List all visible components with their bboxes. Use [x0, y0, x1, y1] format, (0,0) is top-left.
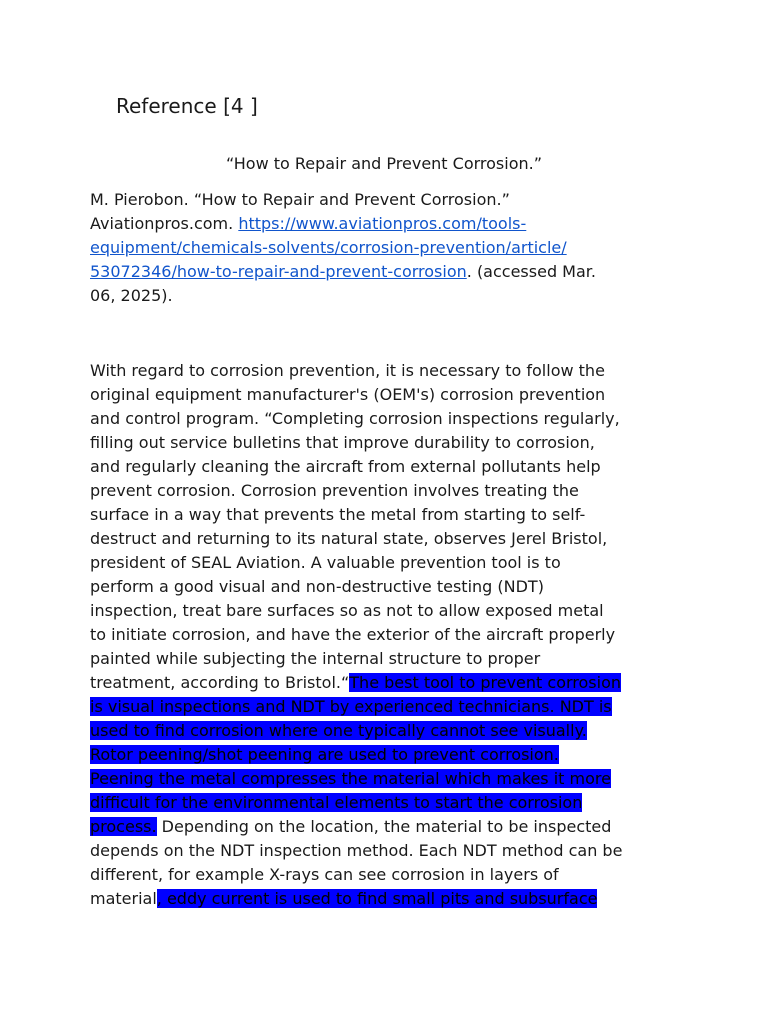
- highlighted-text: The best tool to prevent corrosion: [349, 673, 621, 692]
- body-line: inspection, treat bare surfaces so as not to allow exposed metal: [90, 601, 604, 620]
- body-line: depends on the NDT inspection method. Each NDT method can be: [90, 841, 623, 860]
- highlighted-text: is visual inspections and NDT by experienced technicians. NDT is: [90, 697, 612, 716]
- body-line: president of SEAL Aviation. A valuable prevention tool is to: [90, 553, 561, 572]
- body-line-with-highlight: [90, 887, 690, 911]
- body-line: filling out service bulletins that improve durability to corrosion,: [90, 433, 595, 452]
- body-text-segment: material: [90, 889, 157, 908]
- citation-line-5: 06, 2025).: [90, 286, 173, 305]
- highlighted-text: Rotor peening/shot peening are used to prevent corrosion.: [90, 745, 559, 764]
- body-line-with-highlight: [90, 671, 690, 695]
- body-line: original equipment manufacturer's (OEM's) corrosion prevention: [90, 385, 606, 404]
- body-line: prevent corrosion. Corrosion prevention involves treating the: [90, 481, 579, 500]
- reference-title: “How to Repair and Prevent Corrosion.”: [225, 154, 543, 173]
- highlighted-line: [90, 695, 690, 719]
- body-line: different, for example X-rays can see corrosion in layers of: [90, 865, 559, 884]
- body-line: perform a good visual and non-destructive testing (NDT): [90, 577, 544, 596]
- citation-line-1: M. Pierobon. “How to Repair and Prevent Corrosion.”: [90, 190, 510, 209]
- highlighted-line: [90, 719, 690, 743]
- reference-heading: Reference [4 ]: [116, 94, 258, 118]
- highlighted-line: [90, 743, 690, 767]
- body-text-segment: treatment, according to Bristol.“: [90, 673, 350, 692]
- highlighted-text: used to find corrosion where one typically cannot see visually.: [90, 721, 587, 740]
- highlighted-line: [90, 767, 690, 791]
- citation-block: [90, 188, 690, 308]
- body-line: destruct and returning to its natural state, observes Jerel Bristol,: [90, 529, 608, 548]
- citation-link-part-2[interactable]: equipment/chemicals-solvents/corrosion-prevention/article/: [90, 238, 567, 257]
- highlighted-text: , eddy current is used to find small pits and subsurface: [156, 889, 598, 908]
- body-text-segment: Depending on the location, the material to be inspected: [156, 817, 612, 836]
- body-line: painted while subjecting the internal structure to proper: [90, 649, 541, 668]
- body-line: With regard to corrosion prevention, it is necessary to follow the: [90, 361, 605, 380]
- body-paragraph: [90, 359, 690, 911]
- body-line: to initiate corrosion, and have the exterior of the aircraft properly: [90, 625, 616, 644]
- highlighted-text: process.: [90, 817, 157, 836]
- body-line-with-highlight: [90, 815, 690, 839]
- highlighted-text: Peening the metal compresses the material which makes it more: [90, 769, 611, 788]
- citation-accessed: . (accessed Mar.: [466, 262, 596, 281]
- body-line: surface in a way that prevents the metal from starting to self-: [90, 505, 586, 524]
- citation-link-part-1[interactable]: https://www.aviationpros.com/tools-: [238, 214, 527, 233]
- citation-link-part-3[interactable]: 53072346/how-to-repair-and-prevent-corrosion: [90, 262, 467, 281]
- body-line: and regularly cleaning the aircraft from external pollutants help: [90, 457, 601, 476]
- citation-line-4: [90, 260, 690, 284]
- highlighted-line: [90, 791, 690, 815]
- highlighted-text: difficult for the environmental elements to start the corrosion: [90, 793, 583, 812]
- body-line: and control program. “Completing corrosion inspections regularly,: [90, 409, 620, 428]
- citation-source: Aviationpros.com.: [90, 214, 239, 233]
- citation-line-3: [90, 236, 690, 260]
- citation-line-2: [90, 212, 690, 236]
